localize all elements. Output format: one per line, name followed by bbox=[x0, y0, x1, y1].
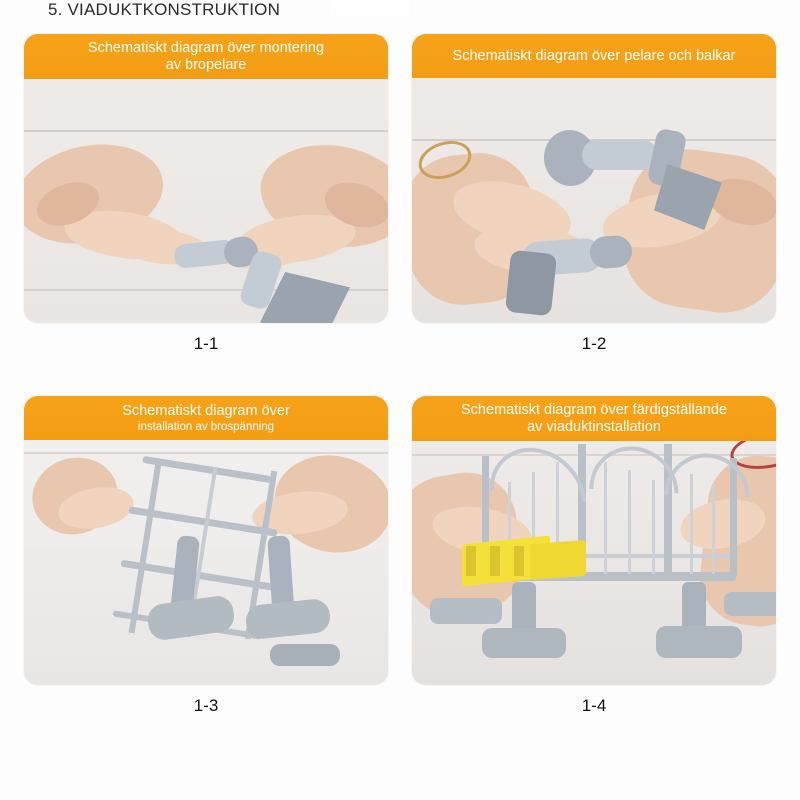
panel-1-2-caption: 1-2 bbox=[581, 334, 607, 353]
panel-1-2[interactable] bbox=[412, 34, 776, 323]
panel-1-3-banner-line1: Schematiskt diagram över bbox=[122, 403, 290, 419]
panel-row-2 bbox=[0, 396, 800, 716]
panel-1-2-banner bbox=[412, 34, 776, 78]
panel-cell-1-2 bbox=[412, 34, 776, 354]
panel-1-1[interactable] bbox=[24, 34, 388, 323]
panel-1-1-caption: 1-1 bbox=[193, 334, 219, 353]
panel-cell-1-3 bbox=[24, 396, 388, 716]
panel-1-1-banner-line1: Schematiskt diagram över montering bbox=[87, 40, 325, 56]
panel-grid bbox=[0, 34, 800, 728]
panel-1-3-caption: 1-3 bbox=[193, 696, 219, 715]
panel-1-1-banner bbox=[24, 34, 388, 79]
panel-1-4-banner bbox=[412, 396, 776, 441]
scan-artifact bbox=[330, 0, 410, 16]
panel-1-4-caption: 1-4 bbox=[581, 696, 607, 715]
panel-1-2-banner-line1: Schematiskt diagram över pelare och balkar bbox=[452, 48, 736, 64]
panel-1-4-banner-line1: Schematiskt diagram över färdigställande bbox=[461, 402, 727, 418]
panel-1-3-banner-line2: installation av brospänning bbox=[137, 421, 275, 433]
panel-cell-1-1 bbox=[24, 34, 388, 354]
panel-1-1-banner-line2: av bropelare bbox=[165, 57, 247, 73]
panel-1-3-banner bbox=[24, 396, 388, 440]
panel-1-4-banner-line2: av viaduktinstallation bbox=[527, 419, 661, 435]
panel-1-4[interactable] bbox=[412, 396, 776, 685]
panel-1-3[interactable] bbox=[24, 396, 388, 685]
panel-cell-1-4 bbox=[412, 396, 776, 716]
page-title: 5. VIADUKTKONSTRUKTION bbox=[48, 0, 281, 19]
panel-row-1 bbox=[0, 34, 800, 354]
